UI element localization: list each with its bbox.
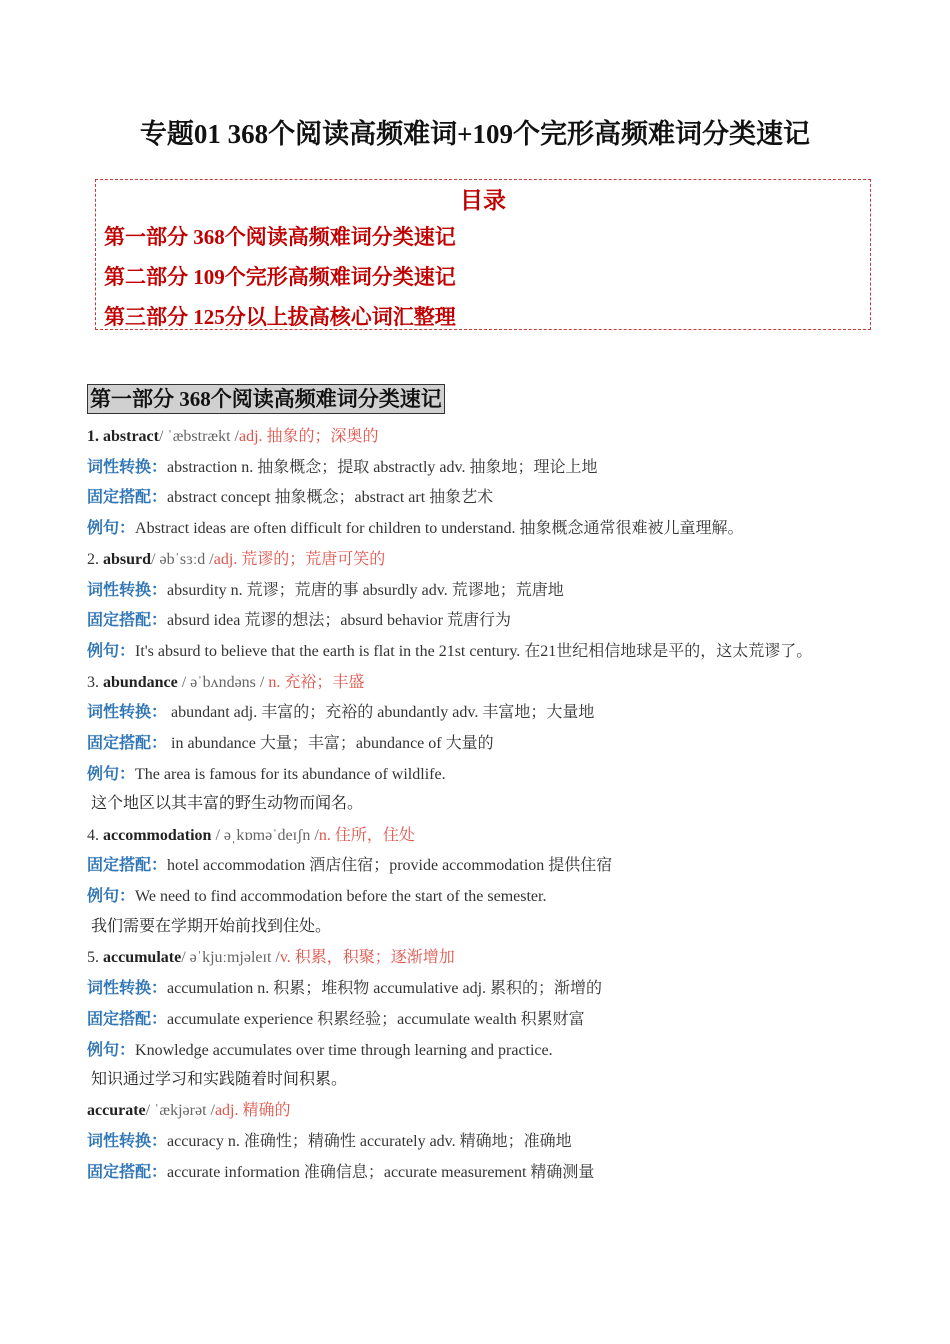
entry-number: 4. [87,827,103,844]
entry-phonetic: / ˈækjərət / [145,1102,215,1119]
derive-label: 词性转换： [87,1133,168,1150]
example-translation: 这个地区以其丰富的野生动物而闻名。 [91,795,364,812]
entry-headword-line [87,826,415,846]
example-label: 例句： [87,520,136,537]
collocation-label: 固定搭配： [87,857,168,874]
entry-headword-line [87,427,379,447]
collocation-label: 固定搭配： [87,612,168,629]
entry-number: 2. [87,551,103,568]
entry-number: 3. [87,674,103,691]
collocation-text: abstract concept 抽象概念；abstract art 抽象艺术 [167,489,494,506]
entry-phonetic: / ˈæbstrækt / [158,428,239,445]
entry-example-line [87,887,546,907]
entry-number: 5. [87,949,103,966]
collocation-text: in abundance 大量；丰富；abundance of 大量的 [167,735,494,752]
collocation-text: accumulate experience 积累经验；accumulate wealth 积累财富 [167,1011,585,1028]
entry-collocation-line [87,856,612,876]
example-text: Knowledge accumulates over time through learning and practice. [135,1042,553,1059]
entry-derive-line [87,581,564,601]
entry-collocation-line [87,1010,585,1030]
table-of-contents [95,179,871,330]
entry-word: abstract [103,428,159,445]
entry-meaning: v. 积累，积聚；逐渐增加 [279,949,455,966]
collocation-label: 固定搭配： [87,1164,168,1181]
entry-example-line [87,765,446,785]
entry-example-line [87,519,743,539]
derive-label: 词性转换： [87,704,168,721]
derive-label: 词性转换： [87,582,168,599]
entry-number: 1. [87,428,103,445]
toc-item-part3[interactable]: 第三部分 125分以上拔高核心词汇整理 [104,305,456,329]
derive-label: 词性转换： [87,980,168,997]
derive-text: abstraction n. 抽象概念；提取 abstractly adv. 抽象地；理论上地 [167,459,598,476]
entry-collocation-line [87,734,494,754]
example-text: The area is famous for its abundance of wildlife. [135,766,446,783]
toc-item-part1[interactable]: 第一部分 368个阅读高频难词分类速记 [104,225,456,249]
derive-text: abundant adj. 丰富的；充裕的 abundantly adv. 丰富地；大量地 [167,704,595,721]
example-label: 例句： [87,643,136,660]
entry-meaning: adj. 精确的 [214,1102,291,1119]
entry-derive-line [87,703,594,723]
collocation-label: 固定搭配： [87,735,168,752]
entry-example-line [87,642,812,662]
example-text: Abstract ideas are often difficult for children to understand. 抽象概念通常很难被儿童理解。 [135,520,744,537]
example-label: 例句： [87,888,136,905]
collocation-label: 固定搭配： [87,489,168,506]
collocation-label: 固定搭配： [87,1011,168,1028]
derive-text: absurdity n. 荒谬；荒唐的事 absurdly adv. 荒谬地；荒唐地 [167,582,564,599]
derive-text: accuracy n. 准确性；精确性 accurately adv. 精确地；准确地 [167,1133,572,1150]
entry-phonetic: / əˈbʌndəns / [177,674,269,691]
entry-collocation-line [87,611,511,631]
entry-phonetic: / əˌkɒməˈdeɪʃn / [211,827,319,844]
toc-heading: 目录 [460,188,506,213]
entry-word: absurd [103,551,152,568]
entry-derive-line [87,1132,572,1152]
entry-meaning: n. 充裕；丰盛 [268,674,365,691]
derive-text: accumulation n. 积累；堆积物 accumulative adj. 累积的；渐增的 [167,980,603,997]
entry-derive-line [87,979,602,999]
entry-word: accommodation [103,827,212,844]
entry-headword-line [87,550,385,570]
entry-headword-line [87,1101,291,1121]
entry-meaning: adj. 荒谬的；荒唐可笑的 [213,551,386,568]
derive-label: 词性转换： [87,459,168,476]
entry-word: abundance [103,674,178,691]
entry-collocation-line [87,488,493,508]
entry-example-line [87,1041,553,1061]
example-translation: 我们需要在学期开始前找到住处。 [91,918,332,935]
collocation-text: accurate information 准确信息；accurate measurement 精确测量 [167,1164,595,1181]
toc-item-part2[interactable]: 第二部分 109个完形高频难词分类速记 [104,265,456,289]
example-text: It's absurd to believe that the earth is flat in the 21st century. 在21世纪相信地球是平的，这太荒谬了。 [135,643,813,660]
collocation-text: hotel accommodation 酒店住宿；provide accommodation 提供住宿 [167,857,613,874]
entry-word: accurate [87,1102,146,1119]
section-heading: 第一部分 368个阅读高频难词分类速记 [87,384,445,414]
entry-meaning: adj. 抽象的；深奥的 [239,428,379,445]
entry-meaning: n. 住所，住处 [318,827,415,844]
page-title: 专题01 368个阅读高频难词+109个完形高频难词分类速记 [139,119,811,149]
entry-word: accumulate [103,949,182,966]
example-translation: 知识通过学习和实践随着时间积累。 [91,1071,348,1088]
entry-headword-line [87,948,455,968]
example-text: We need to find accommodation before the start of the semester. [135,888,547,905]
example-label: 例句： [87,1042,136,1059]
entry-phonetic: / əˈkjuːmjəleɪt / [181,949,280,966]
entry-phonetic: / əbˈsɜːd / [151,551,214,568]
collocation-text: absurd idea 荒谬的想法；absurd behavior 荒唐行为 [167,612,511,629]
example-label: 例句： [87,766,136,783]
entry-headword-line [87,673,364,693]
entry-derive-line [87,458,597,478]
entry-collocation-line [87,1163,594,1183]
